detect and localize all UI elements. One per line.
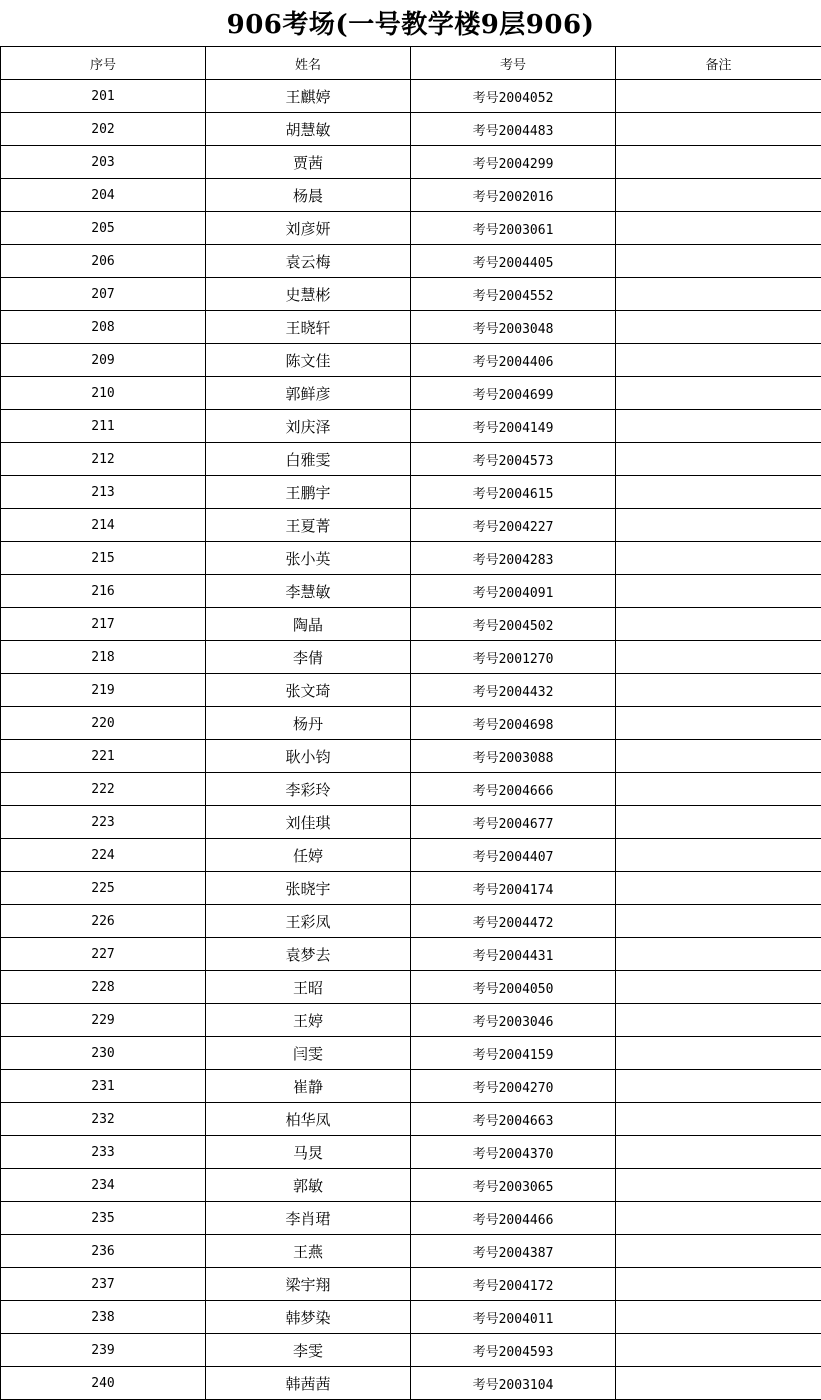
exam-no-prefix: 考号 bbox=[472, 585, 499, 601]
remark-cell bbox=[616, 1334, 821, 1367]
exam-no-prefix: 考号 bbox=[472, 1344, 499, 1360]
remark-cell bbox=[616, 1202, 821, 1235]
seq-cell: 203 bbox=[1, 146, 206, 179]
page-title: 906考场(一号教学楼9层906) bbox=[226, 10, 595, 40]
remark-cell bbox=[616, 1367, 821, 1400]
exam-no-prefix: 考号 bbox=[472, 486, 499, 502]
exam-no-prefix: 考号 bbox=[472, 1245, 499, 1261]
exam-no-cell bbox=[411, 1202, 616, 1235]
seq-cell: 210 bbox=[1, 377, 206, 410]
seq-cell: 239 bbox=[1, 1334, 206, 1367]
exam-no-cell bbox=[411, 641, 616, 674]
exam-no-prefix: 考号 bbox=[472, 618, 499, 634]
table-row bbox=[1, 1202, 821, 1235]
remark-cell bbox=[616, 1037, 821, 1070]
exam-no-number: 2004407 bbox=[498, 849, 554, 865]
exam-no-prefix: 考号 bbox=[472, 684, 499, 700]
seq-cell: 214 bbox=[1, 509, 206, 542]
exam-no-number: 2004663 bbox=[498, 1113, 554, 1129]
seq-cell: 236 bbox=[1, 1235, 206, 1268]
remark-cell bbox=[616, 872, 821, 905]
table-row bbox=[1, 608, 821, 641]
remark-cell bbox=[616, 410, 821, 443]
exam-no-prefix: 考号 bbox=[472, 552, 499, 568]
exam-no-cell bbox=[411, 1334, 616, 1367]
exam-no-number: 2004615 bbox=[498, 486, 554, 502]
exam-no-prefix: 考号 bbox=[472, 420, 499, 436]
seq-cell: 207 bbox=[1, 278, 206, 311]
remark-cell bbox=[616, 806, 821, 839]
seq-cell: 213 bbox=[1, 476, 206, 509]
table-row bbox=[1, 410, 821, 443]
exam-no-number: 2004270 bbox=[498, 1080, 554, 1096]
seq-cell: 237 bbox=[1, 1268, 206, 1301]
seq-cell: 208 bbox=[1, 311, 206, 344]
exam-no-prefix: 考号 bbox=[472, 1278, 499, 1294]
remark-cell bbox=[616, 80, 821, 113]
exam-no-number: 2004405 bbox=[498, 255, 554, 271]
remark-cell bbox=[616, 377, 821, 410]
name-cell: 贾茜 bbox=[206, 146, 411, 179]
table-row bbox=[1, 575, 821, 608]
exam-no-prefix: 考号 bbox=[472, 1179, 499, 1195]
exam-no-number: 2004387 bbox=[498, 1245, 554, 1261]
exam-no-cell bbox=[411, 872, 616, 905]
exam-no-prefix: 考号 bbox=[472, 321, 499, 337]
exam-no-number: 2004227 bbox=[498, 519, 554, 535]
remark-cell bbox=[616, 1268, 821, 1301]
exam-no-number: 2004573 bbox=[498, 453, 554, 469]
name-cell: 李雯 bbox=[206, 1334, 411, 1367]
table-row bbox=[1, 740, 821, 773]
table-row bbox=[1, 1070, 821, 1103]
table-row bbox=[1, 476, 821, 509]
seq-cell: 209 bbox=[1, 344, 206, 377]
roster-table bbox=[0, 46, 821, 1400]
table-row bbox=[1, 1136, 821, 1169]
remark-cell bbox=[616, 839, 821, 872]
exam-no-number: 2003061 bbox=[498, 222, 554, 238]
name-cell: 马炅 bbox=[206, 1136, 411, 1169]
exam-no-number: 2004370 bbox=[498, 1146, 554, 1162]
header-seq: 序号 bbox=[1, 47, 206, 80]
table-row bbox=[1, 971, 821, 1004]
exam-no-cell bbox=[411, 344, 616, 377]
remark-cell bbox=[616, 938, 821, 971]
exam-no-number: 2004552 bbox=[498, 288, 554, 304]
exam-no-prefix: 考号 bbox=[472, 1377, 499, 1393]
table-row bbox=[1, 707, 821, 740]
exam-no-prefix: 考号 bbox=[472, 783, 499, 799]
name-cell: 崔静 bbox=[206, 1070, 411, 1103]
table-row bbox=[1, 443, 821, 476]
seq-cell: 218 bbox=[1, 641, 206, 674]
table-row bbox=[1, 1004, 821, 1037]
exam-no-cell bbox=[411, 1169, 616, 1202]
exam-no-cell bbox=[411, 1103, 616, 1136]
remark-cell bbox=[616, 608, 821, 641]
name-cell: 耿小钧 bbox=[206, 740, 411, 773]
table-row bbox=[1, 872, 821, 905]
remark-cell bbox=[616, 905, 821, 938]
seq-cell: 220 bbox=[1, 707, 206, 740]
remark-cell bbox=[616, 740, 821, 773]
name-cell: 王鹏宇 bbox=[206, 476, 411, 509]
table-row bbox=[1, 245, 821, 278]
name-cell: 韩梦染 bbox=[206, 1301, 411, 1334]
name-cell: 张文琦 bbox=[206, 674, 411, 707]
exam-no-prefix: 考号 bbox=[472, 915, 499, 931]
name-cell: 陶晶 bbox=[206, 608, 411, 641]
table-row bbox=[1, 1268, 821, 1301]
seq-cell: 229 bbox=[1, 1004, 206, 1037]
remark-cell bbox=[616, 773, 821, 806]
exam-no-number: 2004050 bbox=[498, 981, 554, 997]
remark-cell bbox=[616, 1070, 821, 1103]
exam-no-prefix: 考号 bbox=[472, 1047, 499, 1063]
exam-no-prefix: 考号 bbox=[472, 717, 499, 733]
remark-cell bbox=[616, 344, 821, 377]
seq-cell: 215 bbox=[1, 542, 206, 575]
seq-cell: 206 bbox=[1, 245, 206, 278]
name-cell: 王彩凤 bbox=[206, 905, 411, 938]
exam-no-number: 2004698 bbox=[498, 717, 554, 733]
remark-cell bbox=[616, 476, 821, 509]
remark-cell bbox=[616, 1136, 821, 1169]
name-cell: 王昭 bbox=[206, 971, 411, 1004]
seq-cell: 235 bbox=[1, 1202, 206, 1235]
exam-no-cell bbox=[411, 707, 616, 740]
name-cell: 王麒婷 bbox=[206, 80, 411, 113]
name-cell: 王婷 bbox=[206, 1004, 411, 1037]
seq-cell: 205 bbox=[1, 212, 206, 245]
exam-no-number: 2004149 bbox=[498, 420, 554, 436]
seq-cell: 221 bbox=[1, 740, 206, 773]
table-header-row bbox=[1, 47, 821, 80]
table-row bbox=[1, 179, 821, 212]
name-cell: 闫雯 bbox=[206, 1037, 411, 1070]
table-row bbox=[1, 674, 821, 707]
exam-no-cell bbox=[411, 971, 616, 1004]
table-row bbox=[1, 278, 821, 311]
exam-no-cell bbox=[411, 905, 616, 938]
seq-cell: 223 bbox=[1, 806, 206, 839]
roster-body bbox=[1, 80, 821, 1400]
name-cell: 胡慧敏 bbox=[206, 113, 411, 146]
exam-no-cell bbox=[411, 740, 616, 773]
remark-cell bbox=[616, 113, 821, 146]
exam-no-number: 2004677 bbox=[498, 816, 554, 832]
exam-no-cell bbox=[411, 377, 616, 410]
exam-no-cell bbox=[411, 608, 616, 641]
remark-cell bbox=[616, 641, 821, 674]
exam-no-cell bbox=[411, 476, 616, 509]
exam-no-number: 2004593 bbox=[498, 1344, 554, 1360]
name-cell: 王晓轩 bbox=[206, 311, 411, 344]
seq-cell: 234 bbox=[1, 1169, 206, 1202]
exam-no-prefix: 考号 bbox=[472, 288, 499, 304]
seq-cell: 233 bbox=[1, 1136, 206, 1169]
name-cell: 杨丹 bbox=[206, 707, 411, 740]
exam-no-number: 2004283 bbox=[498, 552, 554, 568]
exam-no-number: 2004666 bbox=[498, 783, 554, 799]
remark-cell bbox=[616, 245, 821, 278]
name-cell: 袁云梅 bbox=[206, 245, 411, 278]
table-row bbox=[1, 806, 821, 839]
seq-cell: 224 bbox=[1, 839, 206, 872]
exam-no-cell bbox=[411, 1037, 616, 1070]
remark-cell bbox=[616, 1169, 821, 1202]
name-cell: 杨晨 bbox=[206, 179, 411, 212]
exam-no-prefix: 考号 bbox=[472, 1113, 499, 1129]
exam-no-prefix: 考号 bbox=[472, 981, 499, 997]
name-cell: 李彩玲 bbox=[206, 773, 411, 806]
remark-cell bbox=[616, 146, 821, 179]
name-cell: 李肖珺 bbox=[206, 1202, 411, 1235]
exam-no-number: 2004052 bbox=[498, 90, 554, 106]
exam-no-prefix: 考号 bbox=[472, 1212, 499, 1228]
exam-no-prefix: 考号 bbox=[472, 1311, 499, 1327]
table-row bbox=[1, 905, 821, 938]
table-row bbox=[1, 1301, 821, 1334]
exam-no-number: 2004699 bbox=[498, 387, 554, 403]
exam-no-number: 2004159 bbox=[498, 1047, 554, 1063]
exam-no-cell bbox=[411, 1136, 616, 1169]
exam-no-cell bbox=[411, 113, 616, 146]
seq-cell: 228 bbox=[1, 971, 206, 1004]
exam-no-number: 2004466 bbox=[498, 1212, 554, 1228]
exam-no-prefix: 考号 bbox=[472, 1146, 499, 1162]
name-cell: 王夏菁 bbox=[206, 509, 411, 542]
exam-no-number: 2004011 bbox=[498, 1311, 554, 1327]
seq-cell: 201 bbox=[1, 80, 206, 113]
table-row bbox=[1, 839, 821, 872]
exam-no-prefix: 考号 bbox=[472, 882, 499, 898]
seq-cell: 240 bbox=[1, 1367, 206, 1400]
name-cell: 韩茜茜 bbox=[206, 1367, 411, 1400]
exam-no-number: 2004483 bbox=[498, 123, 554, 139]
remark-cell bbox=[616, 212, 821, 245]
exam-no-prefix: 考号 bbox=[472, 387, 499, 403]
name-cell: 陈文佳 bbox=[206, 344, 411, 377]
exam-no-cell bbox=[411, 1070, 616, 1103]
remark-cell bbox=[616, 1235, 821, 1268]
exam-no-prefix: 考号 bbox=[472, 123, 499, 139]
exam-no-number: 2001270 bbox=[498, 651, 554, 667]
exam-no-cell bbox=[411, 146, 616, 179]
seq-cell: 232 bbox=[1, 1103, 206, 1136]
exam-no-number: 2003048 bbox=[498, 321, 554, 337]
exam-no-number: 2004406 bbox=[498, 354, 554, 370]
exam-no-number: 2004472 bbox=[498, 915, 554, 931]
header-remark: 备注 bbox=[616, 47, 821, 80]
table-row bbox=[1, 377, 821, 410]
exam-no-cell bbox=[411, 509, 616, 542]
seq-cell: 202 bbox=[1, 113, 206, 146]
seq-cell: 230 bbox=[1, 1037, 206, 1070]
header-name: 姓名 bbox=[206, 47, 411, 80]
header-exam-no: 考号 bbox=[411, 47, 616, 80]
table-row bbox=[1, 311, 821, 344]
exam-no-cell bbox=[411, 1235, 616, 1268]
name-cell: 柏华凤 bbox=[206, 1103, 411, 1136]
exam-no-cell bbox=[411, 80, 616, 113]
remark-cell bbox=[616, 575, 821, 608]
table-row bbox=[1, 80, 821, 113]
exam-no-prefix: 考号 bbox=[472, 453, 499, 469]
exam-no-number: 2003104 bbox=[498, 1377, 554, 1393]
table-row bbox=[1, 509, 821, 542]
exam-no-cell bbox=[411, 443, 616, 476]
exam-no-prefix: 考号 bbox=[472, 156, 499, 172]
name-cell: 梁宇翔 bbox=[206, 1268, 411, 1301]
exam-no-number: 2004091 bbox=[498, 585, 554, 601]
remark-cell bbox=[616, 1004, 821, 1037]
exam-no-number: 2004502 bbox=[498, 618, 554, 634]
exam-no-prefix: 考号 bbox=[472, 519, 499, 535]
exam-no-number: 2003065 bbox=[498, 1179, 554, 1195]
exam-no-cell bbox=[411, 212, 616, 245]
table-row bbox=[1, 113, 821, 146]
exam-no-cell bbox=[411, 575, 616, 608]
exam-no-prefix: 考号 bbox=[472, 222, 499, 238]
exam-no-cell bbox=[411, 1301, 616, 1334]
exam-no-cell bbox=[411, 542, 616, 575]
name-cell: 刘佳琪 bbox=[206, 806, 411, 839]
exam-no-number: 2002016 bbox=[498, 189, 554, 205]
exam-no-prefix: 考号 bbox=[472, 255, 499, 271]
exam-no-number: 2003046 bbox=[498, 1014, 554, 1030]
exam-no-prefix: 考号 bbox=[472, 948, 499, 964]
exam-no-number: 2004431 bbox=[498, 948, 554, 964]
seq-cell: 204 bbox=[1, 179, 206, 212]
name-cell: 李慧敏 bbox=[206, 575, 411, 608]
exam-no-prefix: 考号 bbox=[472, 1014, 499, 1030]
seq-cell: 217 bbox=[1, 608, 206, 641]
seq-cell: 216 bbox=[1, 575, 206, 608]
table-row bbox=[1, 1037, 821, 1070]
exam-no-cell bbox=[411, 1268, 616, 1301]
exam-no-cell bbox=[411, 410, 616, 443]
name-cell: 任婷 bbox=[206, 839, 411, 872]
exam-no-prefix: 考号 bbox=[472, 849, 499, 865]
table-row bbox=[1, 212, 821, 245]
table-row bbox=[1, 344, 821, 377]
name-cell: 袁梦去 bbox=[206, 938, 411, 971]
exam-no-number: 2004172 bbox=[498, 1278, 554, 1294]
table-row bbox=[1, 542, 821, 575]
name-cell: 郭鲜彦 bbox=[206, 377, 411, 410]
exam-no-cell bbox=[411, 806, 616, 839]
remark-cell bbox=[616, 674, 821, 707]
exam-no-cell bbox=[411, 938, 616, 971]
table-row bbox=[1, 1169, 821, 1202]
exam-no-cell bbox=[411, 1004, 616, 1037]
table-row bbox=[1, 641, 821, 674]
name-cell: 刘庆泽 bbox=[206, 410, 411, 443]
exam-no-prefix: 考号 bbox=[472, 750, 499, 766]
exam-no-number: 2004299 bbox=[498, 156, 554, 172]
remark-cell bbox=[616, 311, 821, 344]
seq-cell: 219 bbox=[1, 674, 206, 707]
table-row bbox=[1, 1103, 821, 1136]
exam-no-cell bbox=[411, 311, 616, 344]
remark-cell bbox=[616, 1301, 821, 1334]
remark-cell bbox=[616, 707, 821, 740]
exam-no-number: 2004432 bbox=[498, 684, 554, 700]
remark-cell bbox=[616, 278, 821, 311]
table-row bbox=[1, 146, 821, 179]
exam-no-cell bbox=[411, 773, 616, 806]
exam-no-cell bbox=[411, 179, 616, 212]
exam-no-cell bbox=[411, 278, 616, 311]
exam-no-prefix: 考号 bbox=[472, 1080, 499, 1096]
seq-cell: 225 bbox=[1, 872, 206, 905]
exam-no-prefix: 考号 bbox=[472, 651, 499, 667]
seq-cell: 238 bbox=[1, 1301, 206, 1334]
exam-no-cell bbox=[411, 839, 616, 872]
seq-cell: 222 bbox=[1, 773, 206, 806]
remark-cell bbox=[616, 542, 821, 575]
exam-no-number: 2004174 bbox=[498, 882, 554, 898]
name-cell: 史慧彬 bbox=[206, 278, 411, 311]
seq-cell: 212 bbox=[1, 443, 206, 476]
exam-no-cell bbox=[411, 674, 616, 707]
table-row bbox=[1, 1334, 821, 1367]
exam-no-prefix: 考号 bbox=[472, 189, 499, 205]
exam-no-prefix: 考号 bbox=[472, 816, 499, 832]
remark-cell bbox=[616, 1103, 821, 1136]
seq-cell: 211 bbox=[1, 410, 206, 443]
table-row bbox=[1, 773, 821, 806]
exam-no-number: 2003088 bbox=[498, 750, 554, 766]
name-cell: 郭敏 bbox=[206, 1169, 411, 1202]
exam-no-cell bbox=[411, 245, 616, 278]
remark-cell bbox=[616, 443, 821, 476]
remark-cell bbox=[616, 509, 821, 542]
name-cell: 李倩 bbox=[206, 641, 411, 674]
exam-no-cell bbox=[411, 1367, 616, 1400]
name-cell: 张小英 bbox=[206, 542, 411, 575]
exam-no-prefix: 考号 bbox=[472, 90, 499, 106]
name-cell: 张晓宇 bbox=[206, 872, 411, 905]
remark-cell bbox=[616, 971, 821, 1004]
table-row bbox=[1, 938, 821, 971]
seq-cell: 227 bbox=[1, 938, 206, 971]
table-row bbox=[1, 1235, 821, 1268]
table-row bbox=[1, 1367, 821, 1400]
name-cell: 白雅雯 bbox=[206, 443, 411, 476]
name-cell: 王燕 bbox=[206, 1235, 411, 1268]
seq-cell: 231 bbox=[1, 1070, 206, 1103]
name-cell: 刘彦妍 bbox=[206, 212, 411, 245]
seq-cell: 226 bbox=[1, 905, 206, 938]
remark-cell bbox=[616, 179, 821, 212]
exam-no-prefix: 考号 bbox=[472, 354, 499, 370]
